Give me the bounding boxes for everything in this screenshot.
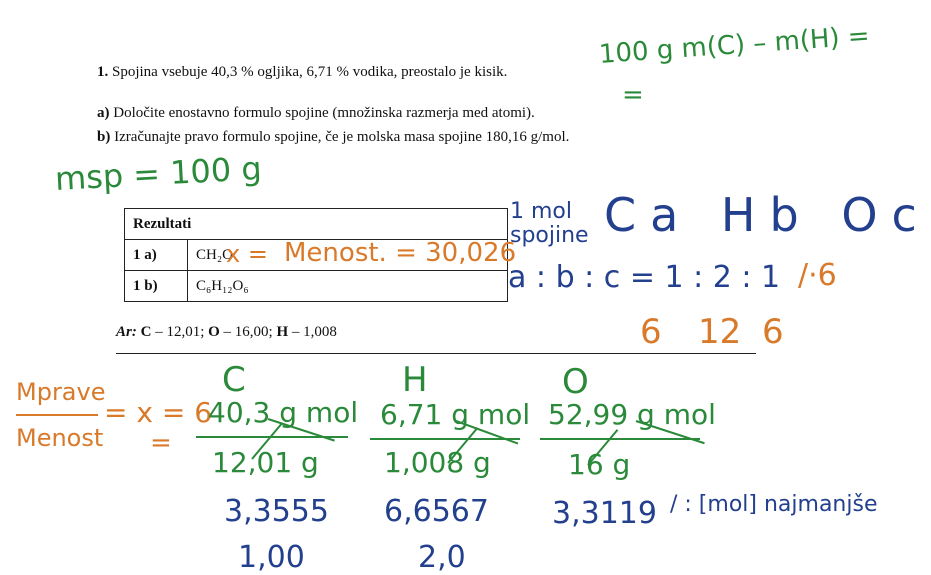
table-row — [125, 271, 508, 302]
answer-field[interactable]: C₆H₁₂O₆ — [188, 271, 508, 302]
handwriting-bottom-c: 1,00 — [238, 540, 305, 575]
handwriting-mass-equation: 100 g m(C) – m(H) = — [598, 21, 871, 70]
c-symbol: C — [140, 324, 152, 340]
handwriting-numerator-h: 6,71 g mol — [380, 398, 531, 431]
handwriting-equals-2: = — [150, 428, 172, 458]
row-label: 1 a) — [125, 240, 188, 271]
part-b — [97, 128, 569, 147]
results-header: Rezultati — [125, 209, 508, 240]
h-symbol: H — [276, 324, 289, 340]
task-statement — [97, 63, 507, 82]
o-symbol: O — [208, 324, 220, 340]
handwriting-denominator-o: 16 g — [568, 448, 631, 481]
fraction-bar — [16, 414, 98, 416]
handwriting-result-o: 3,3119 — [552, 496, 657, 531]
part-a — [97, 104, 535, 123]
results-header-row — [125, 209, 508, 240]
handwriting-1mol-spojine: 1 mol spojine — [510, 199, 589, 249]
handwriting-formula: Ca Hb Oc — [604, 188, 931, 242]
part-b-label: b) — [97, 129, 111, 145]
part-a-label: a) — [97, 105, 110, 121]
answer-field[interactable]: CH₂O — [188, 240, 508, 271]
handwriting-multiple-c: 6 — [640, 312, 662, 352]
o-mass: – 16,00; — [223, 324, 273, 340]
handwriting-x-equals-6: = x = 6 — [104, 396, 213, 429]
part-b-text: Izračunajte pravo formulo spojine, če je molska masa spojine 180,16 g/mol. — [114, 129, 570, 145]
handwriting-multiple-o: 6 — [762, 312, 784, 352]
handwriting-bottom-h: 2,0 — [418, 540, 466, 575]
task-text: Spojina vsebuje 40,3 % ogljika, 6,71 % vodika, preostalo je kisik. — [112, 64, 508, 80]
handwriting-result-h: 6,6567 — [384, 494, 489, 529]
handwriting-equals: = — [622, 80, 644, 110]
handwriting-numerator-c: 40,3 g mol — [208, 396, 359, 429]
section-divider — [116, 353, 756, 354]
ar-label: Ar: — [116, 324, 137, 340]
handwriting-multiple-h: 12 — [698, 312, 742, 352]
handwriting-result-c: 3,3555 — [224, 494, 329, 529]
handwriting-mprave: Mprave — [16, 378, 106, 406]
handwriting-divide-by-6: /·6 — [798, 258, 837, 293]
fraction-bar — [540, 438, 700, 440]
handwriting-header-c: C — [222, 360, 246, 400]
handwriting-denominator-h: 1,008 g — [384, 446, 491, 479]
handwriting-x: x = — [226, 240, 268, 268]
task-number: 1. — [97, 64, 109, 80]
row-label: 1 b) — [125, 271, 188, 302]
handwriting-menost: Menost — [16, 424, 104, 452]
fraction-bar — [370, 438, 520, 440]
h-mass: – 1,008 — [291, 324, 337, 340]
handwriting-divide-note: / : [mol] najmanjše — [670, 492, 878, 517]
atomic-masses — [116, 323, 337, 342]
handwriting-denominator-c: 12,01 g — [212, 446, 319, 479]
handwriting-ratio: a : b : c = 1 : 2 : 1 — [508, 260, 781, 295]
part-a-text: Določite enostavno formulo spojine (množinska razmerja med atomi). — [113, 105, 535, 121]
c-mass: – 12,01; — [155, 324, 205, 340]
handwriting-header-o: O — [562, 362, 589, 402]
handwriting-numerator-o: 52,99 g mol — [548, 398, 716, 431]
handwriting-mempir: Menost. = 30,026 — [284, 238, 517, 268]
handwriting-header-h: H — [402, 360, 428, 400]
handwriting-msp: msp = 100 g — [54, 149, 263, 198]
